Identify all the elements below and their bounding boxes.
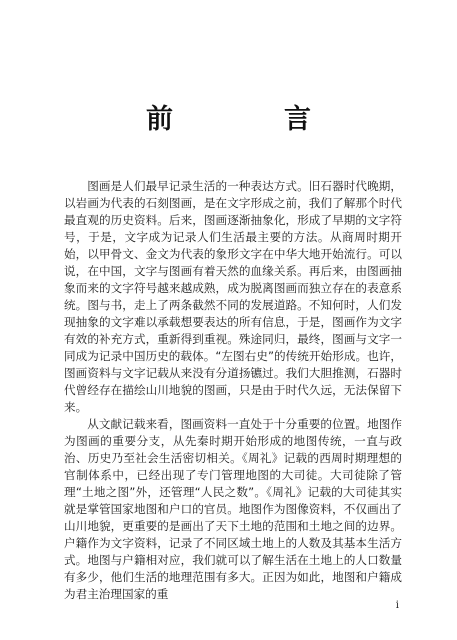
page-number: i	[395, 600, 399, 611]
paragraph-2: 从文献记载来看，图画资料一直处于十分重要的位置。地图作为图画的重要分支，从先秦时期开始形成的地图传统，一直与政治、历史乃至社会生活密切相关。《周礼》记载的西周时期理想的官制体系中，已经出现了专门管理地图的大司徒。大司徒除了管理“土地之图”外，还管理“人民之数”。《周礼》记载的大司徒其实就是掌管国家地图和户口的官员。地图作为图像资料，不仅画出了山川地貌，更重要的是画出了天下土地的范围和土地之间的边界。户籍作为文字资料，记录了不同区域土地上的人数及其基本生活方式。地图与户籍相对应，我们就可以了解生活在土地上的人口数量有多少，他们生活的地理范围有多大。正因为如此，地图和户籍成为君主治理国家的重	[64, 417, 402, 601]
page-title: 前 言	[146, 104, 353, 136]
body-text	[64, 178, 402, 603]
paragraph-1: 图画是人们最早记录生活的一种表达方式。旧石器时代晚期，以岩画为代表的石刻图画，是在文字形成之前，我们了解那个时代最直观的历史资料。后来，图画逐渐抽象化，形成了早期的文字符号，于是，文字成为记录人们生活最主要的方法。从商周时期开始，以甲骨文、金文为代表的象形文字在中华大地开始流行。可以说，在中国，文字与图画有着天然的血缘关系。再后来，由图画抽象而来的文字符号越来越成熟，成为脱离图画而独立存在的表意系统。图与书，走上了两条截然不同的发展道路。不知何时，人们发现抽象的文字难以承载想要表达的所有信息，于是，图画作为文字有效的补充方式，重新得到重视。殊途同归，最终，图画与文字一同成为记录中国历史的载体。“左图右史”的传统开始形成。也许，图画资料与文字记载从来没有分道扬镳过。我们大胆推测，石器时代曾经存在描绘山川地貌的图画，只是由于时代久远，无法保留下来。	[64, 179, 402, 414]
